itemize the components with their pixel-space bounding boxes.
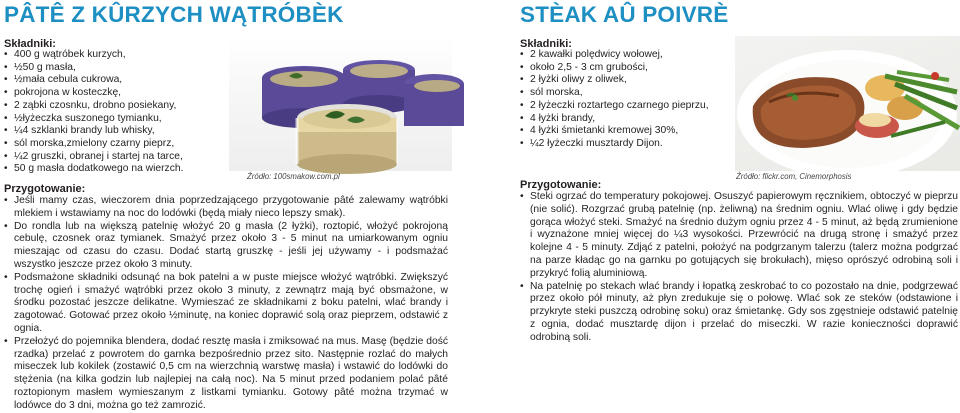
- ingredient-item: • ½łyżeczka suszonego tymianku,: [4, 113, 183, 126]
- ingredients-heading: Składniki:: [4, 38, 56, 50]
- ingredient-item: • 2 kawałki polędwicy wołowej,: [520, 49, 709, 62]
- recipe-title: STÈAK AÛ POIVRÈ: [520, 2, 729, 27]
- preparation-step: • Jeśli mamy czas, wieczorem dnia poprzedzającego przygotowanie pâté zalewamy wątróbki mlekiem i wstawiamy na noc do lodówki (będą miały nieco lepszy smak).: [4, 195, 448, 221]
- ingredient-item: • ¼2 gruszki, obranej i startej na tarce,: [4, 151, 183, 164]
- ingredient-item: • 4 łyżki brandy,: [520, 113, 709, 126]
- recipe-steak: [520, 0, 960, 405]
- preparation-steps: [520, 191, 958, 345]
- preparation-step: • Podsmażone składniki odsunąć na bok patelni a w puste miejsce włożyć wątróbki. Zwiększyć trochę ogień i smażyć wątróbki przez około 3 minuty, z zewnątrz mają być obsmażone, w środku pozostać jeszcze delikatne. Wymieszać ze składnikami z boku patelni, wlać brandy i zagotować. Gotować przez około ½minutę, na koniec doprawić solą oraz pieprzem, odstawić z ognia.: [4, 272, 448, 336]
- ingredient-item: • ½mała cebula cukrowa,: [4, 74, 183, 87]
- ingredient-item: • ½50 g masła,: [4, 62, 183, 75]
- ingredient-item: • sól morska,zmielony czarny pieprz,: [4, 138, 183, 151]
- photo-credit: Źródło: flickr.com, Cinemorphosis: [736, 172, 852, 181]
- ingredients-list: [520, 49, 709, 151]
- preparation-step: • Na patelnię po stekach wlać brandy i łopatką zeskrobać to co pozostało na dnie, podgrzewać przez około pół minuty, aż płyn zredukuje się o połowę. Wlać sok ze steków (odstawione i przykryte steki puszczą odrobinę soku) oraz śmietankę. Gdy sos zgęstnieje odstawić patelnię z ognia, dodać musztardę dijon i przelać do miseczki. W razie konieczności doprawić odrobiną soli.: [520, 281, 958, 345]
- steak-photo: [735, 36, 960, 171]
- ingredient-item: • 400 g wątróbek kurzych,: [4, 49, 183, 62]
- ingredient-item: • pokrojona w kosteczkę,: [4, 87, 183, 100]
- ingredient-item: • 2 ząbki czosnku, drobno posiekany,: [4, 100, 183, 113]
- ingredient-item: • ¼4 szklanki brandy lub whisky,: [4, 125, 183, 138]
- photo-credit: Źródło: 100smakow.com.pl: [247, 172, 340, 181]
- ingredients-heading: Składniki:: [520, 38, 572, 50]
- preparation-heading: Przygotowanie:: [520, 179, 602, 191]
- ingredient-item: • 2 łyżeczki roztartego czarnego pieprzu,: [520, 100, 709, 113]
- recipe-title: PÂTÊ Z KÛRZYCH WĄTRÓBÈK: [4, 2, 344, 27]
- ingredient-item: • około 2,5 - 3 cm grubości,: [520, 62, 709, 75]
- preparation-step: • Steki ogrzać do temperatury pokojowej. Osuszyć papierowym ręcznikiem, obtoczyć w pieprzu (nie solić). Rozgrzać grubą patelnię (np. żeliwną) na średnim ogniu. Wlać oliwę i gdy będzie gorąca włożyć steki. Smażyć na średnio dużym ogniu przez 4 - 5 minut, aż będą zrumienione i wyznażone mniej więcej do ¼3 wysokości. Przewrócić na drugą stronę i smażyć przez kolejne 4 - 5 minuty. Zdjąć z patelni, położyć na podgrzanym talerzu (talerz można podgrzać na parze kładąc go na garnku po gotujących się brokułach), mięso oprószyć odrobiną soli i przykryć folią aluminiową.: [520, 191, 958, 281]
- preparation-steps: [4, 195, 448, 413]
- preparation-step: • Przełożyć do pojemnika blendera, dodać resztę masła i zmiksować na mus. Masę (będzie dość rzadka) przelać z powrotem do garnka bezpośrednio przez sito. Następnie rozlać do małych miseczek lub kokilek (zostawić 0,5 cm na wierzchnią warstwę masła) i wstawić do lodówki do stężenia (na kilka godzin lub najlepiej na całą noc). Na 5 minut przed podaniem polać pâté roztopionym masłem wymieszanym z listkami tymianku. Gotowy pâté można trzymać w lodówce do 3 dni, można go też zamrozić.: [4, 336, 448, 413]
- ingredient-item: • 4 łyżki śmietanki kremowej 30%,: [520, 125, 709, 138]
- ingredients-list: [4, 49, 183, 176]
- pate-ramekins-image: [229, 36, 452, 171]
- ingredient-item: • 2 łyżki oliwy z oliwek,: [520, 74, 709, 87]
- ingredient-item: • sól morska,: [520, 87, 709, 100]
- recipe-pate: [4, 0, 452, 411]
- steak-plate-image: [735, 36, 960, 171]
- ingredient-item: • ¼2 łyżeczki musztardy Dijon.: [520, 138, 709, 151]
- preparation-step: • Do rondla lub na większą patelnię włożyć 20 g masła (2 łyżki), roztopić, włożyć pokrojoną cebulę, czosnek oraz tymianek. Smażyć przez około 3 - 5 minut na umiarkowanym ogniu mieszając od czasu do czasu. Dodać startą gruszkę - jeśli jej używamy - i podsmażać wszystko jeszcze przez około 3 minuty.: [4, 221, 448, 272]
- ingredient-item: • 50 g masła dodatkowego na wierzch.: [4, 163, 183, 176]
- preparation-heading: Przygotowanie:: [4, 183, 86, 195]
- pate-photo: [229, 36, 452, 171]
